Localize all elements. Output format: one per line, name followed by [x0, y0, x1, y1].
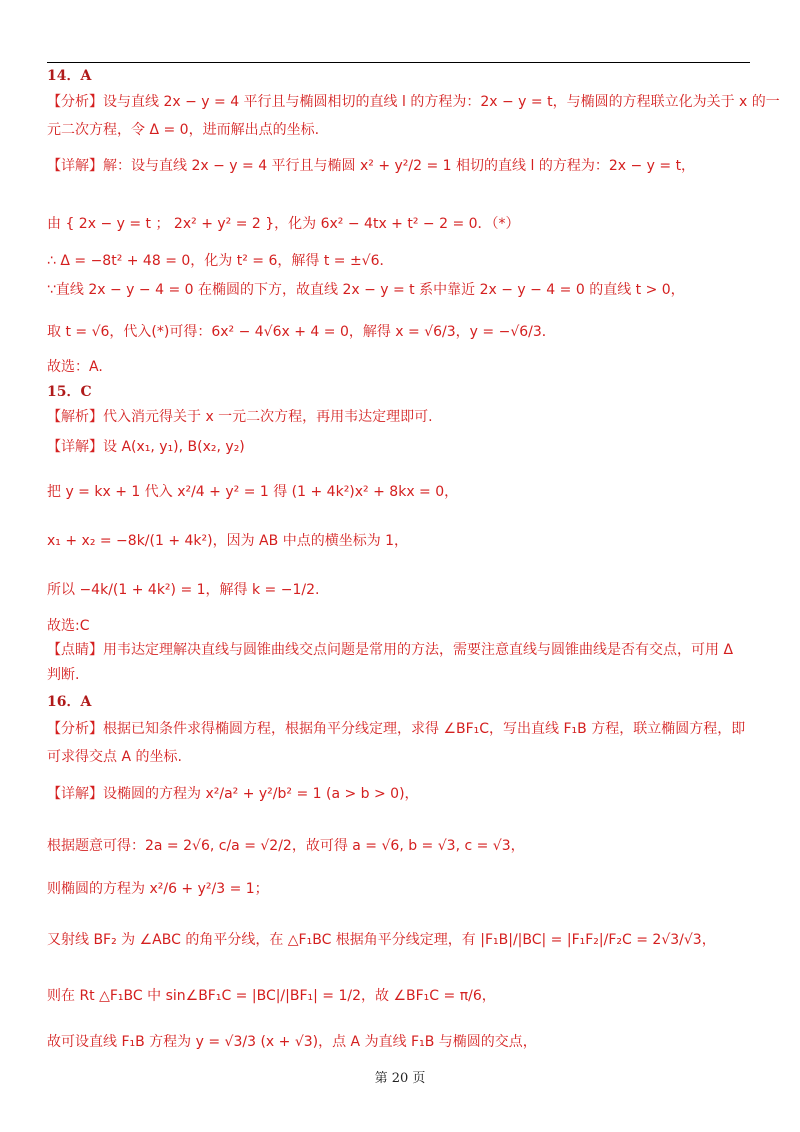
remark-15-line-1: 【点睛】用韦达定理解决直线与圆锥曲线交点问题是常用的方法，需要注意直线与圆锥曲线是否有交点，可用 Δ: [47, 642, 734, 658]
detail-14-system: 由 { 2x − y = t ； 2x² + y² = 2 }，化为 6x² − 4tx + t² − 2 = 0．（*）: [47, 216, 520, 232]
analysis-14-line-2: 元二次方程，令 Δ = 0，进而解出点的坐标.: [47, 122, 320, 138]
detail-14-delta: ∴ Δ = −8t² + 48 = 0，化为 t² = 6，解得 t = ±√6．: [47, 253, 394, 269]
page-number: 第 20 页: [374, 1071, 426, 1086]
answer-14-heading: 14．A: [47, 68, 92, 84]
analysis-16-line-2: 可求得交点 A 的坐标.: [47, 749, 182, 765]
detail-16-angle: 则在 Rt △F₁BC 中 sin∠BF₁C = |BC|/|BF₁| = 1/2，故 ∠BF₁C = π/6，: [47, 988, 496, 1004]
remark-15-line-2: 判断.: [47, 667, 80, 683]
analysis-15: 【解析】代入消元得关于 x 一元二次方程，再用韦达定理即可.: [47, 409, 433, 425]
detail-15-substitute: 把 y = kx + 1 代入 x²/4 + y² = 1 得 (1 + 4k²)x² + 8kx = 0，: [47, 484, 459, 500]
detail-16-bisector: 又射线 BF₂ 为 ∠ABC 的角平分线，在 △F₁BC 根据角平分线定理，有 |F₁B|/|BC| = |F₁F₂|/F₂C = 2√3/√3，: [47, 932, 716, 948]
detail-16-params: 根据题意可得：2a = 2√6, c/a = √2/2，故可得 a = √6, b = √3, c = √3，: [47, 838, 525, 854]
detail-16-line: 故可设直线 F₁B 方程为 y = √3/3 (x + √3)，点 A 为直线 F₁B 与椭圆的交点，: [47, 1034, 537, 1050]
header-rule: [47, 62, 750, 63]
detail-15-vieta: x₁ + x₂ = −8k/(1 + 4k²)，因为 AB 中点的横坐标为 1，: [47, 533, 409, 549]
detail-16-ellipse: 【详解】设椭圆的方程为 x²/a² + y²/b² = 1 (a > b > 0)，: [47, 786, 419, 802]
detail-14-line-1: 【详解】解：设与直线 2x − y = 4 平行且与椭圆 x² + y²/2 = 1 相切的直线 l 的方程为：2x − y = t，: [47, 158, 696, 174]
detail-14-reason: ∵直线 2x − y − 4 = 0 在椭圆的下方，故直线 2x − y = t 系中靠近 2x − y − 4 = 0 的直线 t > 0，: [47, 282, 685, 298]
analysis-16-line-1: 【分析】根据已知条件求得椭圆方程，根据角平分线定理，求得 ∠BF₁C，写出直线 F₁B 方程，联立椭圆方程，即: [47, 721, 746, 737]
detail-15-solve: 所以 −4k/(1 + 4k²) = 1，解得 k = −1/2.: [47, 582, 320, 598]
answer-16-heading: 16．A: [47, 694, 92, 710]
conclusion-14: 故选：A.: [47, 359, 103, 375]
detail-16-equation: 则椭圆的方程为 x²/6 + y²/3 = 1；: [47, 881, 269, 897]
answer-15-heading: 15．C: [47, 384, 92, 400]
conclusion-15: 故选:C: [47, 618, 90, 634]
detail-15-points: 【详解】设 A(x₁, y₁), B(x₂, y₂): [47, 439, 245, 455]
detail-14-solve: 取 t = √6，代入(*)可得：6x² − 4√6x + 4 = 0，解得 x = √6/3，y = −√6/3．: [47, 324, 556, 340]
analysis-14-line-1: 【分析】设与直线 2x − y = 4 平行且与椭圆相切的直线 l 的方程为：2x − y = t，与椭圆的方程联立化为关于 x 的一: [47, 94, 780, 110]
